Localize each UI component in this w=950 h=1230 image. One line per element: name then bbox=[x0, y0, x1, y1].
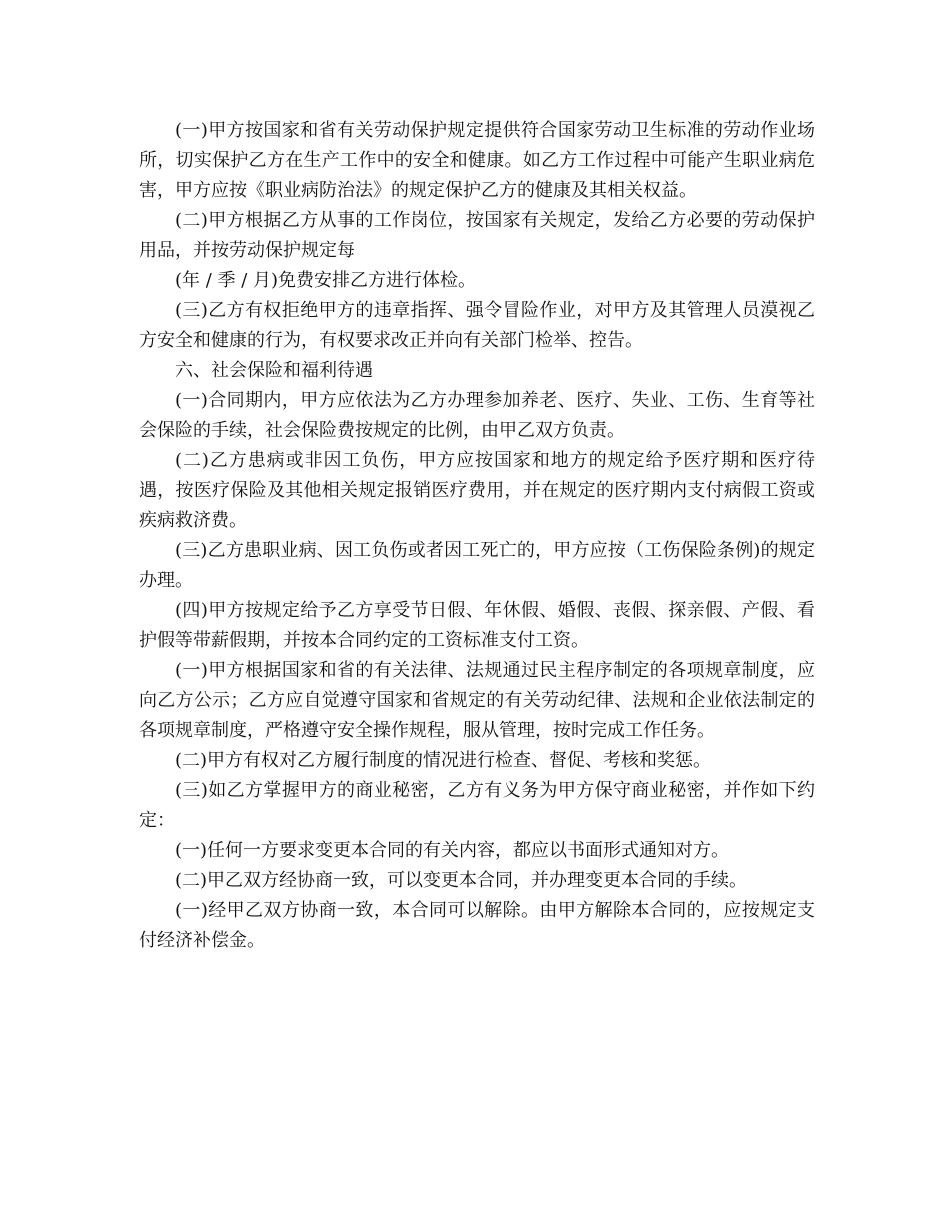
paragraph-4: (三)乙方有权拒绝甲方的违章指挥、强令冒险作业，对甲方及其管理人员漠视乙方安全和健康的行为，有权要求改正并向有关部门检举、控告。 bbox=[139, 300, 815, 351]
paragraph-11: (二)甲方有权对乙方履行制度的情况进行检查、督促、考核和奖惩。 bbox=[175, 750, 712, 771]
document-body bbox=[139, 116, 815, 956]
paragraph-7: (二)乙方患病或非因工负伤，甲方应按国家和地方的规定给予医疗期和医疗待遇，按医疗保险及其他相关规定报销医疗费用，并在规定的医疗期内支付病假工资或疾病救济费。 bbox=[139, 450, 815, 531]
paragraph-12: (三)如乙方掌握甲方的商业秘密，乙方有义务为甲方保守商业秘密，并作如下约定： bbox=[139, 780, 815, 831]
section-heading-social-insurance: 六、社会保险和福利待遇 bbox=[175, 360, 373, 381]
paragraph-15: (一)经甲乙双方协商一致，本合同可以解除。由甲方解除本合同的，应按规定支付经济补偿金。 bbox=[139, 900, 815, 951]
paragraph-3: (年 / 季 / 月)免费安排乙方进行体检。 bbox=[175, 270, 477, 291]
paragraph-9: (四)甲方按规定给予乙方享受节日假、年休假、婚假、丧假、探亲假、产假、看护假等带薪假期，并按本合同约定的工资标准支付工资。 bbox=[139, 600, 815, 651]
paragraph-6: (一)合同期内，甲方应依法为乙方办理参加养老、医疗、失业、工伤、生育等社会保险的手续，社会保险费按规定的比例，由甲乙双方负责。 bbox=[139, 390, 815, 441]
paragraph-10: (一)甲方根据国家和省的有关法律、法规通过民主程序制定的各项规章制度，应向乙方公示；乙方应自觉遵守国家和省规定的有关劳动纪律、法规和企业依法制定的各项规章制度，严格遵守安全操作规程，服从管理，按时完成工作任务。 bbox=[139, 660, 815, 741]
paragraph-13: (一)任何一方要求变更本合同的有关内容，都应以书面形式通知对方。 bbox=[175, 840, 730, 861]
paragraph-8: (三)乙方患职业病、因工负伤或者因工死亡的，甲方应按（工伤保险条例)的规定办理。 bbox=[139, 540, 815, 591]
paragraph-14: (二)甲乙双方经协商一致，可以变更本合同，并办理变更本合同的手续。 bbox=[175, 870, 748, 891]
paragraph-2: (二)甲方根据乙方从事的工作岗位，按国家有关规定，发给乙方必要的劳动保护用品，并按劳动保护规定每 bbox=[139, 210, 815, 261]
paragraph-1: (一)甲方按国家和省有关劳动保护规定提供符合国家劳动卫生标准的劳动作业场所，切实保护乙方在生产工作中的安全和健康。如乙方工作过程中可能产生职业病危害，甲方应按《职业病防治法》的规定保护乙方的健康及其相关权益。 bbox=[139, 120, 815, 201]
